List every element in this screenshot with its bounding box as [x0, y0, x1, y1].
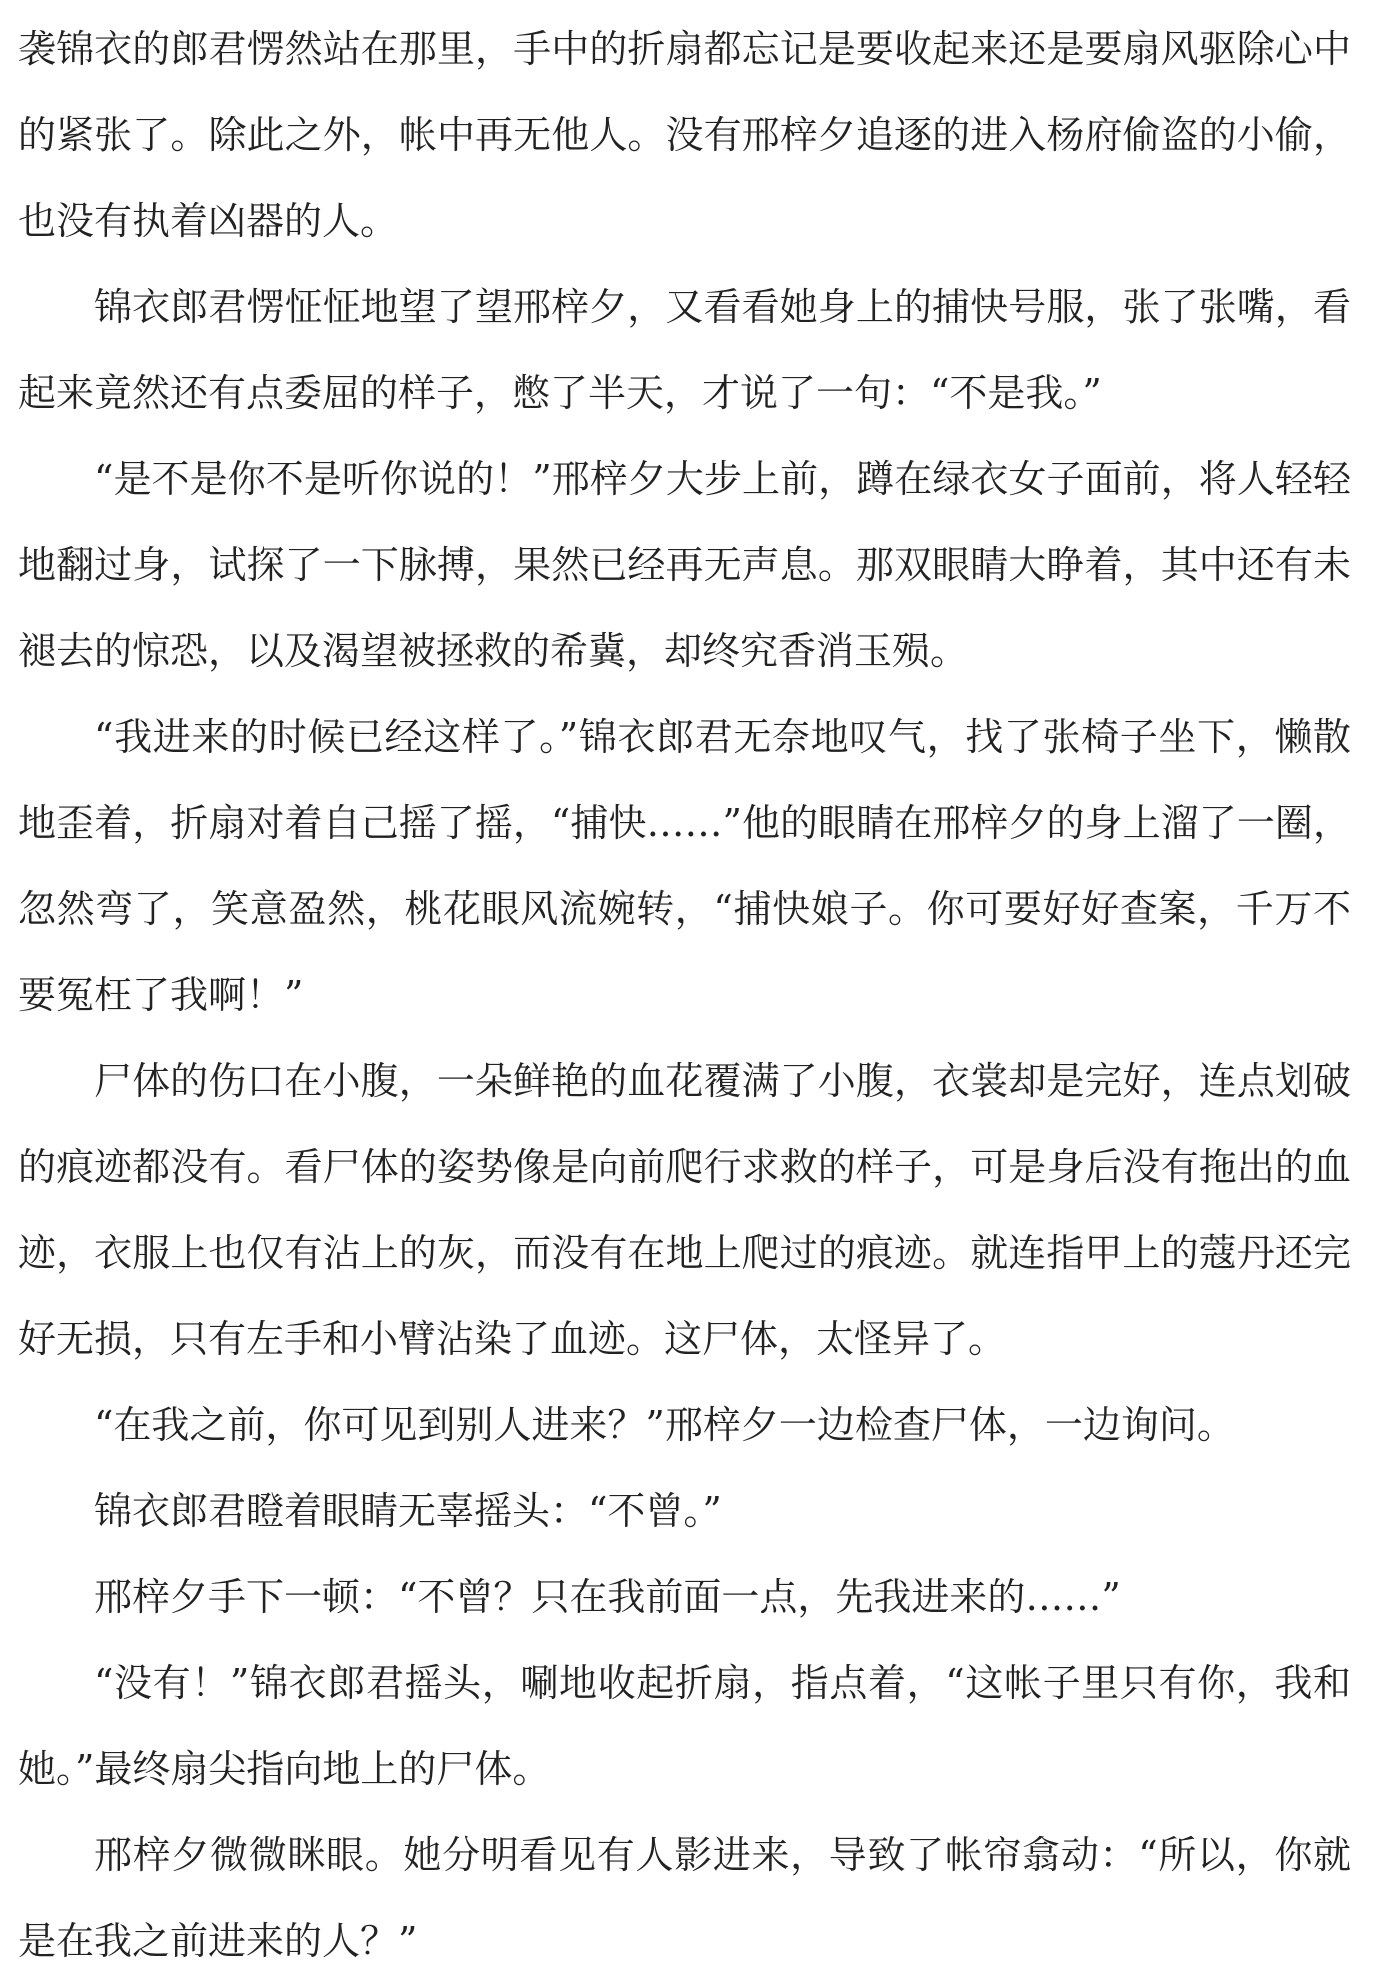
paragraph-10: 邢梓夕微微眯眼。她分明看见有人影进来，导致了帐帘翕动：“所以，你就是在我之前进来的人？” — [18, 1833, 1351, 1963]
paragraph-7: 锦衣郎君瞪着眼睛无辜摇头：“不曾。” — [94, 1489, 722, 1533]
paragraph-4: “我进来的时候已经这样了。”锦衣郎君无奈地叹气，找了张椅子坐下，懒散地歪着，折扇对着自己摇了摇，“捕快……”他的眼睛在邢梓夕的身上溜了一圈，忽然弯了，笑意盈然，桃花眼风流婉转，“捕快娘子。你可要好好查案，千万不要冤枉了我啊！” — [18, 715, 1351, 1017]
paragraph-3: “是不是你不是听你说的！”邢梓夕大步上前，蹲在绿衣女子面前，将人轻轻地翻过身，试探了一下脉搏，果然已经再无声息。那双眼睛大睁着，其中还有未褪去的惊恐，以及渴望被拯救的希冀，却终究香消玉殒。 — [18, 457, 1351, 673]
paragraph-6: “在我之前，你可见到别人进来？”邢梓夕一边检查尸体，一边询问。 — [94, 1403, 1235, 1447]
paragraph-8: 邢梓夕手下一顿：“不曾？只在我前面一点，先我进来的……” — [94, 1575, 1121, 1619]
paragraph-1: 袭锦衣的郎君愣然站在那里，手中的折扇都忘记是要收起来还是要扇风驱除心中的紧张了。除此之外，帐中再无他人。没有邢梓夕追逐的进入杨府偷盗的小偷，也没有执着凶器的人。 — [18, 27, 1351, 243]
paragraph-5: 尸体的伤口在小腹，一朵鲜艳的血花覆满了小腹，衣裳却是完好，连点划破的痕迹都没有。看尸体的姿势像是向前爬行求救的样子，可是身后没有拖出的血迹，衣服上也仅有沾上的灰，而没有在地上爬过的痕迹。就连指甲上的蔻丹还完好无损，只有左手和小臂沾染了血迹。这尸体，太怪异了。 — [18, 1059, 1351, 1361]
paragraph-2: 锦衣郎君愣怔怔地望了望邢梓夕，又看看她身上的捕快号服，张了张嘴，看起来竟然还有点委屈的样子，憋了半天，才说了一句：“不是我。” — [18, 285, 1351, 415]
paragraph-9: “没有！”锦衣郎君摇头，唰地收起折扇，指点着，“这帐子里只有你，我和她。”最终扇尖指向地上的尸体。 — [18, 1661, 1351, 1791]
